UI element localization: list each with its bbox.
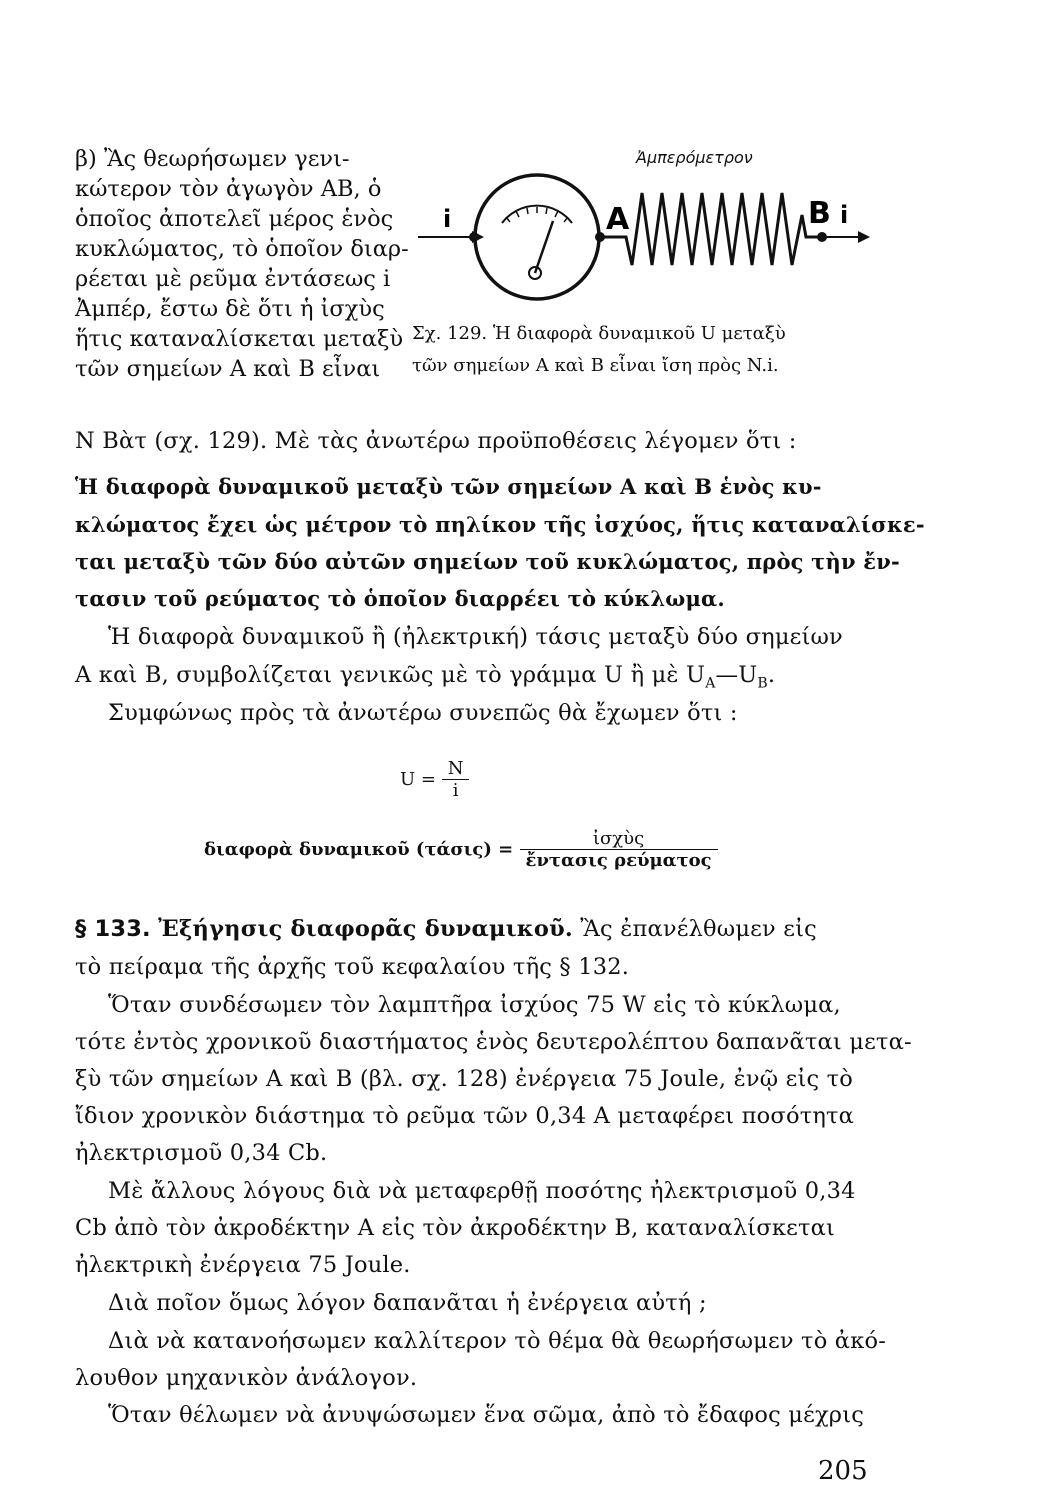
body-line: Cb ἀπὸ τὸν ἀκροδέκτην Α εἰς τὸν ἀκροδέκτην Β, καταναλίσκεται [75, 1215, 836, 1241]
body-line: τὸ πείραμα τῆς ἀρχῆς τοῦ κεφαλαίου τῆς § 132. [75, 954, 630, 980]
intro-full-line: N Βὰτ (σχ. 129). Μὲ τὰς ἀνωτέρω προϋποθέσεις λέγομεν ὅτι : [75, 428, 797, 454]
intro-paragraph [75, 144, 409, 384]
definition-line: κλώματος ἔχει ὡς μέτρον τὸ πηλίκον τῆς ἰσχύος, ἥτις καταναλίσκε- [75, 512, 925, 537]
body-line: λουθον μηχανικὸν ἀνάλογον. [75, 1365, 418, 1391]
body-line: Μὲ ἄλλους λόγους διὰ νὰ μεταφερθῇ ποσότης ἠλεκτρισμοῦ 0,34 [108, 1178, 856, 1204]
intro-line: τῶν σημείων Α καὶ Β εἶναι [75, 356, 381, 382]
body-line: ἴδιον χρονικὸν διάστημα τὸ ρεῦμα τῶν 0,34 Α μεταφέρει ποσότητα [75, 1103, 855, 1129]
numerator: ἰσχὺς [520, 828, 718, 850]
ammeter-icon [475, 175, 599, 299]
body-line: Ὅταν θέλωμεν νὰ ἀνυψώσωμεν ἕνα σῶμα, ἀπὸ τὸ ἔδαφος μέχρις [108, 1402, 865, 1428]
section-title: Ἐξήγησις διαφορᾶς δυναμικοῦ. [158, 916, 573, 942]
section-number: § 133. [75, 916, 151, 942]
intro-line: ρέεται μὲ ρεῦμα ἐντάσεως i [75, 266, 391, 292]
body-line: τότε ἐντὸς χρονικοῦ διαστήματος ἑνὸς δευτερολέπτου δαπανᾶται μετα- [75, 1029, 912, 1055]
section-heading [75, 914, 817, 944]
body-line: Διὰ ποῖον ὅμως λόγον δαπανᾶται ἡ ἐνέργεια αὐτή ; [108, 1290, 707, 1316]
body-line: ἠλεκτρικὴ ἐνέργεια 75 Joule. [75, 1252, 411, 1278]
ammeter-label: Ἀμπερόμετρον [636, 148, 753, 167]
figure-caption-line: Σχ. 129. Ἡ διαφορὰ δυναμικοῦ U μεταξὺ [412, 323, 786, 344]
symbol-line: Α καὶ Β, συμβολίζεται γενικῶς μὲ τὸ γράμμα U ἢ μὲ $U_A—U_B$. [75, 662, 776, 692]
point-b-label: B [808, 196, 831, 231]
numerator: N [442, 758, 470, 780]
fraction [442, 758, 470, 801]
fraction [520, 828, 718, 871]
figure-caption-line: τῶν σημείων Α καὶ Β εἶναι ἴση πρὸς N.i. [412, 355, 779, 376]
current-arrow-icon [858, 231, 870, 243]
definition-line: ται μεταξὺ τῶν δύο αὐτῶν σημείων τοῦ κυκλώματος, πρὸς τὴν ἔν- [75, 549, 900, 574]
intro-line: Ἀμπέρ, ἔστω δὲ ὅτι ἡ ἰσχὺς [75, 296, 385, 322]
body-line: ἠλεκτρισμοῦ 0,34 Cb. [75, 1140, 328, 1166]
symbol-line: Ἡ διαφορὰ δυναμικοῦ ἢ (ἠλεκτρική) τάσις μεταξὺ δύο σημείων [108, 624, 843, 650]
subscript-a: A [705, 675, 716, 692]
denominator: ἔντασις ρεύματος [525, 850, 712, 871]
formula-lhs: διαφορὰ δυναμικοῦ (τάσις) = [204, 839, 514, 860]
resistor-icon [600, 193, 822, 265]
subscript-b: B [757, 675, 768, 692]
body-line: Διὰ νὰ κατανοήσωμεν καλλίτερον τὸ θέμα θὰ θεωρήσωμεν τὸ ἀκό- [108, 1328, 886, 1354]
circuit-figure [410, 165, 875, 305]
section-first-line: Ἂς ἐπανέλθωμεν εἰς [572, 916, 817, 942]
body-line: ξὺ τῶν σημείων Α καὶ Β (βλ. σχ. 128) ἐνέργεια 75 Joule, ἐνῷ εἰς τὸ [75, 1066, 854, 1092]
current-label-right: i [840, 201, 849, 229]
body-line: Ὅταν συνδέσωμεν τὸν λαμπτῆρα ἰσχύος 75 W εἰς τὸ κύκλωμα, [108, 992, 841, 1018]
page-number: 205 [818, 1456, 868, 1486]
current-label-left: i [443, 205, 452, 233]
definition-line: Ἡ διαφορὰ δυναμικοῦ μεταξὺ τῶν σημείων Α καὶ Β ἑνὸς κυ- [75, 474, 822, 499]
definition-line: τασιν τοῦ ρεύματος τὸ ὁποῖον διαρρέει τὸ κύκλωμα. [75, 586, 725, 611]
formula-words [204, 828, 718, 871]
intro-line: ἥτις καταναλίσκεται μεταξὺ [75, 326, 404, 352]
formula-u [400, 758, 469, 801]
point-a-label: A [606, 202, 630, 237]
formula-lhs: U = [400, 769, 436, 790]
intro-line: ὁποῖος ἀποτελεῖ μέρος ἑνὸς [75, 206, 394, 232]
intro-line: β) Ἂς θεωρήσωμεν γενι- [75, 146, 350, 172]
intro-line: κυκλώματος, τὸ ὁποῖον διαρ- [75, 236, 409, 262]
intro-line: κώτερον τὸν ἀγωγὸν ΑΒ, ὁ [75, 176, 382, 202]
symbol-line: Συμφώνως πρὸς τὰ ἀνωτέρω συνεπῶς θὰ ἔχωμεν ὅτι : [108, 700, 738, 726]
denominator: i [452, 780, 459, 801]
